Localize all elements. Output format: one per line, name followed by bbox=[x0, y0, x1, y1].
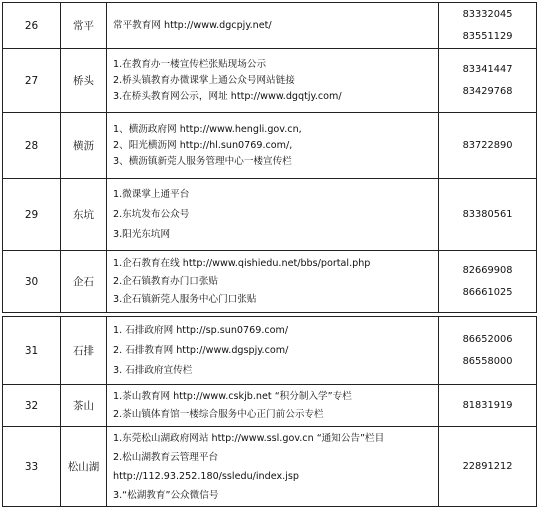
channel-line: 2. 石排教育网 http://www.dgspjy.com/ bbox=[113, 344, 289, 356]
table-row bbox=[3, 385, 537, 427]
publish-channels bbox=[107, 317, 439, 385]
row-number: 32 bbox=[3, 385, 61, 427]
phone-number: 83380561 bbox=[462, 208, 513, 220]
channel-line: 2、阳光横沥网 http://hl.sun0769.com/, bbox=[113, 139, 293, 151]
channel-line: 1、横沥政府网 http://www.hengli.gov.cn, bbox=[113, 123, 302, 135]
channel-line: 1.茶山教育网 http://www.cskjb.net “积分制入学”专栏 bbox=[113, 390, 352, 402]
channel-line: 1.东莞松山湖政府网站 http://www.ssl.gov.cn “通知公告”栏目 bbox=[113, 432, 385, 444]
channel-line: 3.阳光东坑网 bbox=[113, 228, 171, 240]
table-row bbox=[3, 49, 537, 113]
phone-number: 83551129 bbox=[462, 30, 513, 42]
channel-line: 1.在教育办一楼宣传栏张贴现场公示 bbox=[113, 58, 267, 70]
channel-line: 1. 石排政府网 http://sp.sun0769.com/ bbox=[113, 324, 289, 336]
town-name: 企石 bbox=[61, 251, 107, 313]
table-row bbox=[3, 113, 537, 179]
channel-line: 3. 石排政府宣传栏 bbox=[113, 364, 193, 376]
channel-line: 1.企石教育在线 http://www.qishiedu.net/bbs/portal.php bbox=[113, 257, 371, 269]
phone-number: 86558000 bbox=[462, 355, 513, 367]
town-name: 松山湖 bbox=[61, 427, 107, 507]
phone-number: 83429768 bbox=[462, 85, 513, 97]
phone-number: 83332045 bbox=[462, 8, 513, 20]
channel-line: 常平教育网 http://www.dgcpjy.net/ bbox=[113, 19, 272, 31]
table-row bbox=[3, 251, 537, 313]
publish-channels bbox=[107, 49, 439, 113]
town-name: 常平 bbox=[61, 3, 107, 49]
phone-number: 22891212 bbox=[462, 460, 513, 472]
row-number: 30 bbox=[3, 251, 61, 313]
notice-table-top bbox=[2, 2, 537, 313]
town-name: 石排 bbox=[61, 317, 107, 385]
channel-line: 2.东坑发布公众号 bbox=[113, 208, 190, 220]
notice-table-bottom bbox=[2, 316, 537, 507]
town-name: 桥头 bbox=[61, 49, 107, 113]
contact-phones bbox=[439, 251, 537, 313]
contact-phones bbox=[439, 385, 537, 427]
row-number: 29 bbox=[3, 179, 61, 251]
channel-line: 3.在桥头教育网公示，网址 http://www.dgqtjy.com/ bbox=[113, 90, 342, 102]
row-number: 28 bbox=[3, 113, 61, 179]
contact-phones bbox=[439, 49, 537, 113]
channel-line: http://112.93.252.180/ssledu/index.jsp bbox=[113, 470, 299, 482]
phone-number: 82669908 bbox=[462, 264, 513, 276]
phone-number: 83722890 bbox=[462, 139, 513, 151]
row-number: 33 bbox=[3, 427, 61, 507]
row-number: 27 bbox=[3, 49, 61, 113]
phone-number: 86652006 bbox=[462, 333, 513, 345]
contact-phones bbox=[439, 179, 537, 251]
channel-line: 2.企石镇教育办门口张贴 bbox=[113, 275, 219, 287]
table-row bbox=[3, 317, 537, 385]
contact-phones bbox=[439, 113, 537, 179]
town-name: 横沥 bbox=[61, 113, 107, 179]
publish-channels bbox=[107, 3, 439, 49]
table-row bbox=[3, 427, 537, 507]
phone-number: 81831919 bbox=[462, 399, 513, 411]
publish-channels bbox=[107, 385, 439, 427]
publish-channels bbox=[107, 179, 439, 251]
contact-phones bbox=[439, 427, 537, 507]
phone-number: 86661025 bbox=[462, 286, 513, 298]
table-row bbox=[3, 3, 537, 49]
publish-channels bbox=[107, 427, 439, 507]
channel-line: 1.微课掌上通平台 bbox=[113, 188, 190, 200]
town-name: 东坑 bbox=[61, 179, 107, 251]
row-number: 31 bbox=[3, 317, 61, 385]
contact-phones bbox=[439, 317, 537, 385]
publish-channels bbox=[107, 113, 439, 179]
phone-number: 83341447 bbox=[462, 63, 513, 75]
channel-line: 2.茶山镇体育馆一楼综合服务中心正门前公示专栏 bbox=[113, 408, 324, 420]
channel-line: 3、横沥镇新莞人服务管理中心一楼宣传栏 bbox=[113, 155, 292, 167]
channel-line: 2.桥头镇教育办微课掌上通公众号网站链接 bbox=[113, 74, 295, 86]
publish-channels bbox=[107, 251, 439, 313]
row-number: 26 bbox=[3, 3, 61, 49]
channel-line: 2.松山湖教育云管理平台 bbox=[113, 451, 219, 463]
channel-line: 3.“松湖教育”公众微信号 bbox=[113, 489, 219, 501]
town-name: 茶山 bbox=[61, 385, 107, 427]
contact-phones bbox=[439, 3, 537, 49]
channel-line: 3.企石镇新莞人服务中心门口张贴 bbox=[113, 293, 257, 305]
table-row bbox=[3, 179, 537, 251]
